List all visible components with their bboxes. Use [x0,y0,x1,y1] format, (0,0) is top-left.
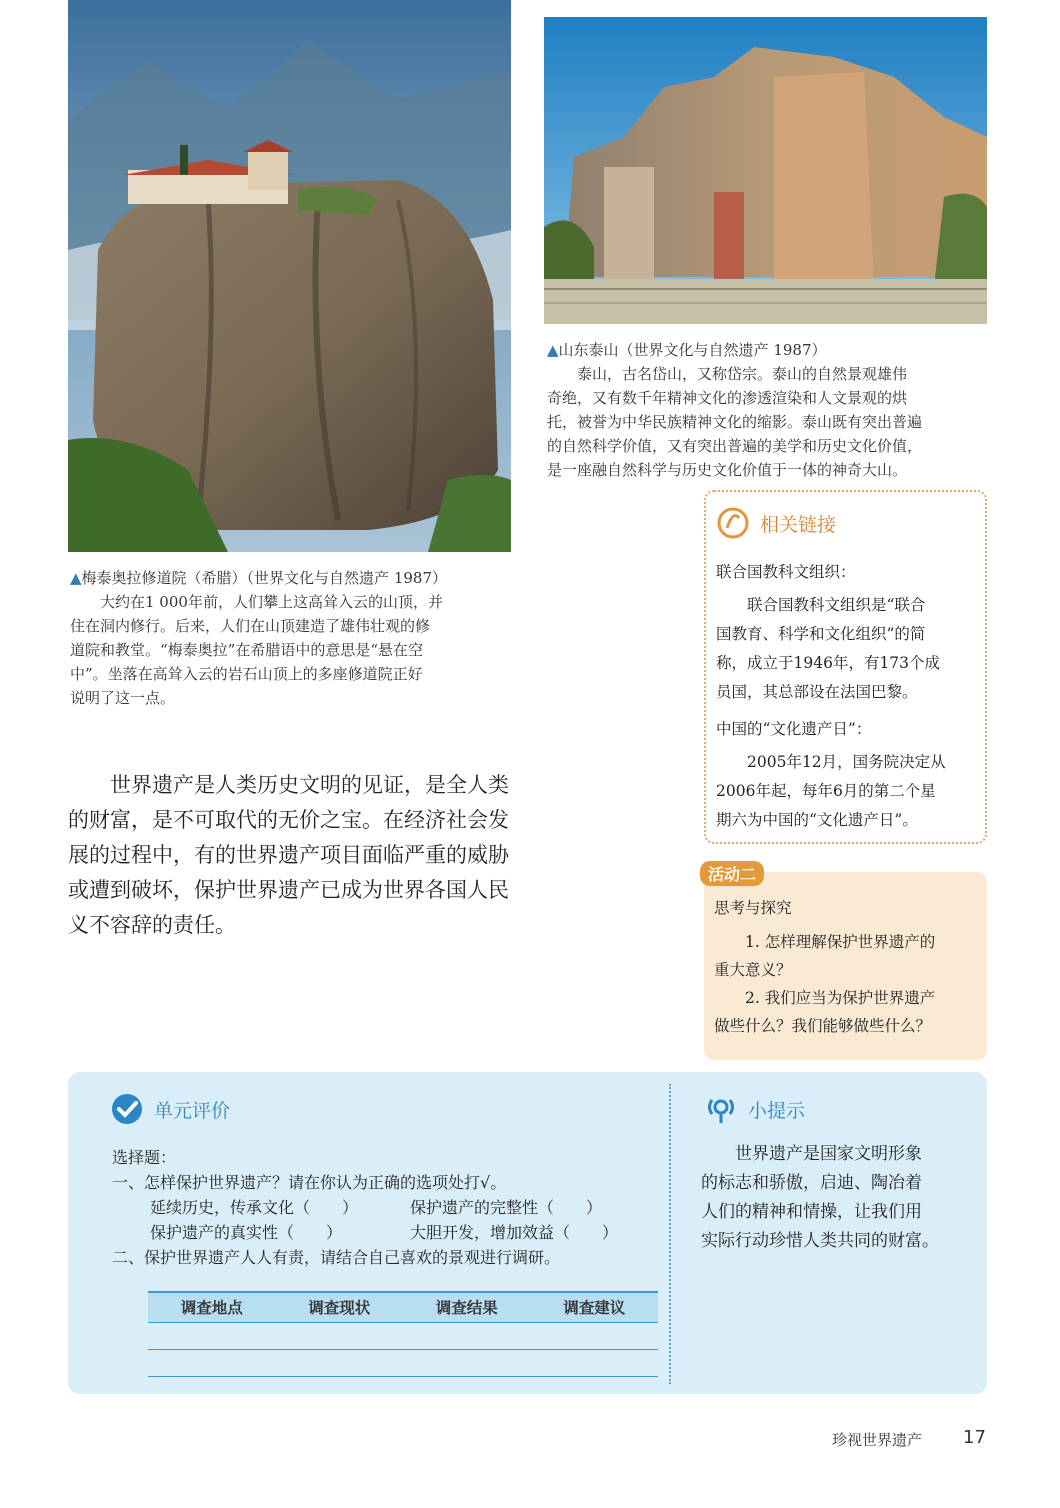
heritage-day-heading: 中国的“文化遗产日”： [716,720,872,738]
main-paragraph-line: 世界遗产是人类历史文明的见证，是全人类 [110,773,509,797]
checkmark-badge-icon [110,1092,144,1126]
heritage-day-line: 期六为中国的“文化遗产日”。 [716,811,918,829]
taishan-caption-title: ▲山东泰山（世界文化与自然遗产 1987） [547,341,827,359]
activity-line: 2. 我们应当为保护世界遗产 [745,989,936,1007]
table-cell[interactable] [403,1349,531,1376]
table-header-status: 调查现状 [276,1292,404,1322]
main-paragraph-line: 展的过程中，有的世界遗产项目面临严重的威胁 [68,843,509,867]
triangle-marker-icon: ▲ [70,569,82,587]
option-continue-history[interactable]: 延续历史，传承文化（ ） [150,1198,359,1217]
panel-divider [669,1084,671,1384]
option-authenticity[interactable]: 保护遗产的真实性（ ） [150,1223,343,1242]
activity-line: 1. 怎样理解保护世界遗产的 [745,933,936,951]
table-cell[interactable] [276,1349,404,1376]
meteora-caption-line: 住在洞内修行。后来，人们在山顶建造了雄伟壮观的修 [70,617,431,635]
meteora-monastery-photo [68,0,511,552]
table-header-result: 调查结果 [403,1292,531,1322]
survey-table-header-row [148,1292,658,1322]
related-link-content [716,558,982,835]
table-header-suggestion: 调查建议 [531,1292,659,1322]
unesco-line: 称，成立于1946年，有173个成 [716,654,941,672]
tip-line: 实际行动珍惜人类共同的财富。 [701,1231,939,1251]
tip-header [704,1092,805,1126]
main-paragraph-line: 或遭到破坏，保护世界遗产已成为世界各国人民 [68,878,509,902]
evaluation-panel [68,1072,987,1394]
heritage-day-line: 2006年起，每年6月的第二个星 [716,782,936,800]
option-integrity[interactable]: 保护遗产的完整性（ ） [410,1198,603,1217]
related-link-header [716,506,836,540]
page-number: 17 [963,1427,986,1448]
heritage-day-line: 2005年12月，国务院决定从 [747,753,946,771]
activity-box [704,872,987,1060]
table-row [148,1349,658,1376]
survey-table [148,1291,658,1377]
taishan-caption-line: 托，被誉为中华民族精神文化的缩影。泰山既有突出普遍 [547,413,923,431]
taishan-caption [547,338,987,482]
table-cell[interactable] [148,1349,276,1376]
survey-table-wrap [148,1291,658,1377]
unesco-heading: 联合国教科文组织： [716,563,856,581]
lightbulb-signal-icon [704,1092,738,1126]
activity-line: 重大意义？ [714,961,792,979]
main-paragraph-line: 的财富，是不可取代的无价之宝。在经济社会发 [68,808,509,832]
tip-content [701,1140,977,1256]
triangle-marker-icon: ▲ [547,341,559,359]
main-paragraph [68,768,528,943]
related-link-box [704,490,987,844]
meteora-caption-line: 大约在1 000年前，人们攀上这高耸入云的山顶，并 [100,593,443,611]
activity-content [714,894,980,1040]
meteora-caption-line: 中”。坐落在高耸入云的岩石山顶上的多座修道院正好 [70,665,423,683]
activity-tag: 活动二 [700,861,764,886]
taishan-caption-line: 的自然科学价值，又有突出普遍的美学和历史文化价值， [547,437,923,455]
unesco-line: 员国，其总部设在法国巴黎。 [716,683,918,701]
link-icon [716,506,750,540]
choice-intro: 选择题： [112,1148,177,1167]
activity-line: 做些什么？我们能够做些什么？ [714,1017,932,1035]
taishan-caption-line: 奇绝，又有数千年精神文化的渗透渲染和人文景观的烘 [547,389,908,407]
unesco-line: 国教育、科学和文化组织”的简 [716,625,926,643]
taishan-caption-line: 是一座融自然科学与历史文化价值于一体的神奇大山。 [547,461,908,479]
table-header-location: 调查地点 [148,1292,276,1322]
question-one: 一、怎样保护世界遗产？请在你认为正确的选项处打√。 [112,1173,507,1192]
table-cell[interactable] [531,1349,659,1376]
meteora-caption [70,566,515,710]
taishan-caption-line: 泰山，古名岱山，又称岱宗。泰山的自然景观雄伟 [577,365,908,383]
unesco-line: 联合国教科文组织是“联合 [747,596,926,614]
meteora-caption-line: 道院和教堂。“梅泰奥拉”在希腊语中的意思是“悬在空 [70,641,424,659]
unit-evaluation-content [112,1143,672,1272]
tip-title: 小提示 [748,1099,806,1122]
activity-heading: 思考与探究 [714,899,792,917]
table-cell[interactable] [403,1322,531,1349]
meteora-caption-line: 说明了这一点。 [70,689,176,707]
tip-line: 的标志和骄傲，启迪、陶冶着 [701,1173,922,1193]
meteora-caption-title: ▲梅泰奥拉修道院（希腊）（世界文化与自然遗产 1987） [70,569,447,587]
related-link-title: 相关链接 [760,513,837,536]
table-row [148,1322,658,1349]
table-cell[interactable] [148,1322,276,1349]
table-cell[interactable] [531,1322,659,1349]
unit-evaluation-header [110,1092,230,1126]
main-paragraph-line: 义不容辞的责任。 [68,913,236,937]
option-bold-development[interactable]: 大胆开发，增加效益（ ） [410,1223,619,1242]
tip-line: 人们的精神和情操，让我们用 [701,1202,922,1222]
table-cell[interactable] [276,1322,404,1349]
mount-tai-photo [544,17,987,324]
tip-line: 世界遗产是国家文明形象 [735,1144,922,1164]
question-two: 二、保护世界遗产人人有责，请结合自己喜欢的景观进行调研。 [112,1248,561,1267]
unit-evaluation-title: 单元评价 [154,1099,231,1122]
footer-book-title: 珍视世界遗产 [832,1431,923,1449]
